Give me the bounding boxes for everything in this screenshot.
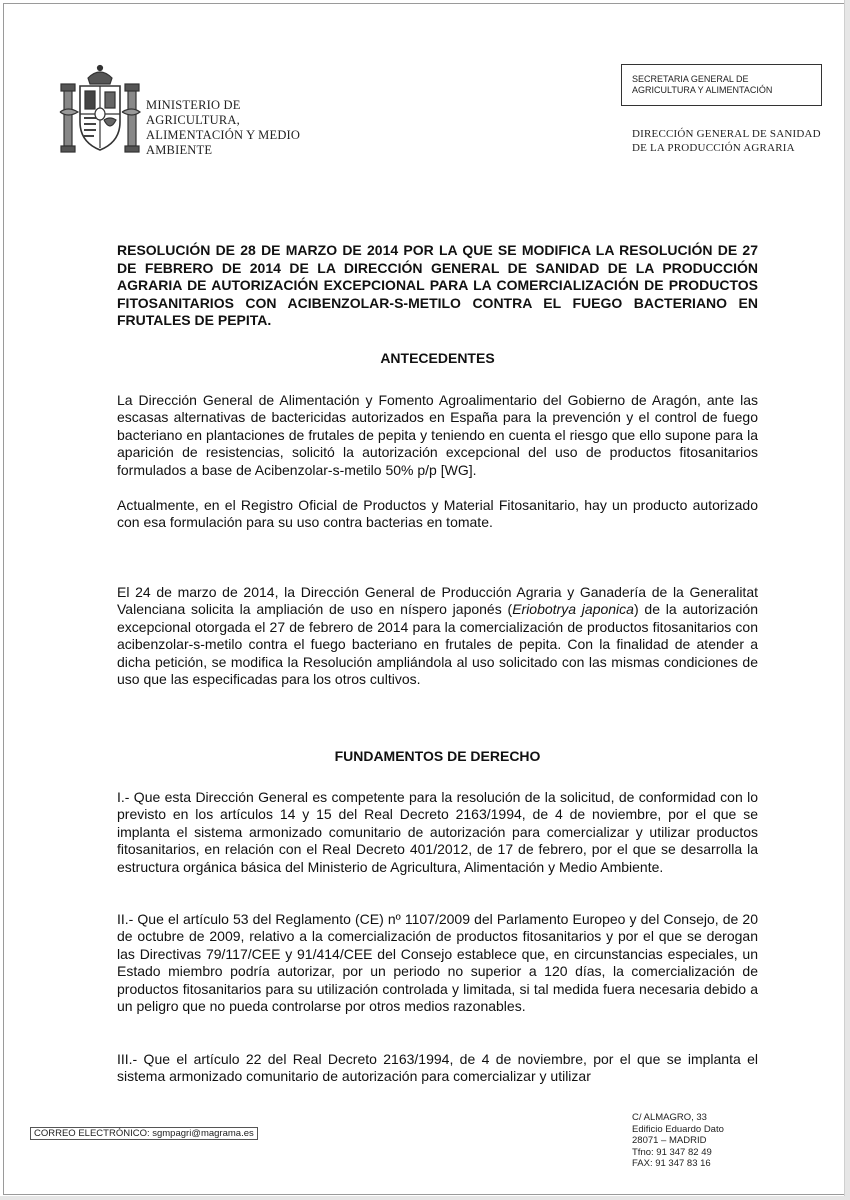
fundamentos-paragraph-1: I.- Que esta Dirección General es competente para la resolución de la solicitud, de conformidad con lo previsto en los artículos 14 y 15 del Real Decreto 2163/1994, de 4 de noviembre, por el que se implanta el sistema armonizado comunitario de autorización para comercializar y utilizar productos fitosanitarios, en relación con el Real Decreto 401/2012, de 17 de febrero, por el que se desarrolla la estructura orgánica básica del Ministerio de Agricultura, Alimentación y Medio Ambiente. xyxy=(117,789,758,875)
spanish-coat-of-arms-icon xyxy=(58,62,142,162)
address-line: C/ ALMAGRO, 33 xyxy=(632,1112,707,1123)
resolution-title: RESOLUCIÓN DE 28 DE MARZO DE 2014 POR LA QUE SE MODIFICA LA RESOLUCIÓN DE 27 DE FEBRERO DE 2014 DE LA DIRECCIÓN GENERAL DE SANIDAD DE LA PRODUCCIÓN AGRARIA DE AUTORIZACIÓN EXCEPCIONAL PARA LA COMERCIALIZACIÓN DE PRODUCTOS FITOSANITARIOS CON ACIBENZOLAR-S-METILO CONTRA EL FUEGO BACTERIANO EN FRUTALES DE PEPITA. xyxy=(117,242,758,329)
address-line: Tfno: 91 347 82 49 xyxy=(632,1146,712,1158)
ministry-name xyxy=(146,98,346,158)
antecedentes-paragraph-1: La Dirección General de Alimentación y Fomento Agroalimentario del Gobierno de Aragón, ante las escasas alternativas de bactericidas autorizados en España para la prevención y el control de fuego bacteriano en plantaciones de frutales de pepita y teniendo en cuenta el riesgo que ello supone para la aparición de resistencias, solicitó la autorización excepcional del uso de productos fitosanitarios formulados a base de Acibenzolar-s-metilo 50% p/p [WG]. xyxy=(117,392,758,478)
antecedentes-paragraph-2: Actualmente, en el Registro Oficial de Productos y Material Fitosanitario, hay un producto autorizado con esa formulación para su uso contra bacterias en tomate. xyxy=(117,497,758,531)
species-name: Eriobotrya japonica xyxy=(512,601,634,618)
antecedentes-heading: ANTECEDENTES xyxy=(380,350,495,366)
page-edge-right xyxy=(844,0,850,1200)
antecedentes-paragraph-3 xyxy=(117,584,758,688)
fundamentos-heading: FUNDAMENTOS DE DERECHO xyxy=(334,748,541,764)
ministry-line: MINISTERIO DE xyxy=(146,98,241,112)
address-line: 28071 – MADRID xyxy=(632,1135,707,1146)
direccion-general xyxy=(632,127,832,155)
fundamentos-paragraph-2: II.- Que el artículo 53 del Reglamento (CE) nº 1107/2009 del Parlamento Europeo y del Consejo, de 20 de octubre de 2009, relativo a la comercialización de productos fitosanitarios y por el que se derogan las Directivas 79/117/CEE y 91/414/CEE del Consejo establece que, en circunstancias especiales, un Estado miembro podría autorizar, por un periodo no superior a 120 días, la comercialización de productos fitosanitarios para su utilización controlada y limitada, si tal medida fuera necesaria debido a un peligro que no pueda controlarse por otros medios razonables. xyxy=(117,911,758,1015)
direccion-line: DE LA PRODUCCIÓN AGRARIA xyxy=(632,142,795,154)
paragraph-text: El 24 de marzo de 2014, la Dirección General de Producción Agraria y Ganadería de la Generalitat Valenciana solicita la ampliación de uso en níspero japonés ( xyxy=(117,584,758,618)
secretaria-line: AGRICULTURA Y ALIMENTACIÓN xyxy=(632,85,773,95)
fundamentos-paragraph-3: III.- Que el artículo 22 del Real Decreto 2163/1994, de 4 de noviembre, por el que se implanta el sistema armonizado comunitario de autorización para comercializar y utilizar xyxy=(117,1051,758,1085)
ministry-line: AMBIENTE xyxy=(146,143,213,157)
ministry-line: ALIMENTACIÓN Y MEDIO xyxy=(146,128,301,142)
address-line: FAX: 91 347 83 16 xyxy=(632,1158,711,1169)
ministry-line: AGRICULTURA, xyxy=(146,113,240,127)
direccion-line: DIRECCIÓN GENERAL DE SANIDAD xyxy=(632,128,821,140)
secretaria-general-box xyxy=(621,64,822,106)
page-edge-bottom xyxy=(0,1196,850,1200)
address-line: Edificio Eduardo Dato xyxy=(632,1123,724,1135)
secretaria-line: SECRETARIA GENERAL DE xyxy=(632,74,749,84)
paragraph-text: ) de la autorización excepcional otorgada el 27 de febrero de 2014 para la comercialización de productos fitosanitarios con acibenzolar-s-metilo contra el fuego bacteriano en frutales de pepita. Con la finalidad de atender a dicha petición, se modifica la Resolución ampliándola al uso solicitado con las mismas condiciones de uso que las especificadas para los otros cultivos. xyxy=(117,601,758,688)
footer-address xyxy=(632,1112,772,1170)
footer-email: CORREO ELECTRÓNICO: sgmpagri@magrama.es xyxy=(30,1127,258,1140)
